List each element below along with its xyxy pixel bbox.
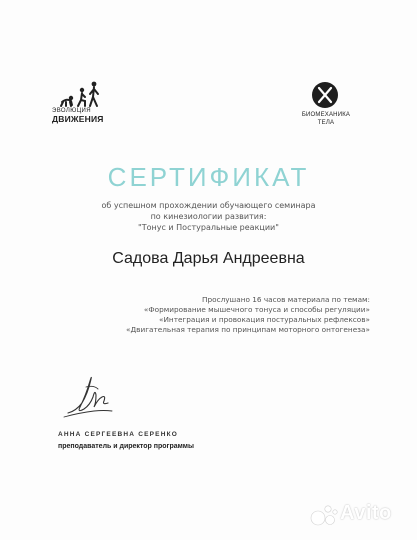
details-line-2: «Формирование мышечного тонуса и способы регуляции» xyxy=(143,305,370,314)
signer-role: преподаватель и директор программы xyxy=(58,443,194,450)
avito-watermark-text: Avito xyxy=(340,502,392,524)
details-line-4: «Двигательная терапия по принципам моторного онтогенеза» xyxy=(126,325,370,334)
x-circle-icon xyxy=(311,81,339,109)
details-line-1: Прослушано 16 часов материала по темам: xyxy=(201,295,370,304)
subtitle-line-1: об успешном прохождении обучающего семинара xyxy=(101,201,316,210)
signer-name: АННА СЕРГЕЕВНА СЕРЕНКО xyxy=(58,431,179,438)
recipient-name: Садова Дарья Андреевна xyxy=(112,250,305,267)
logo-right-line2: ТЕЛА xyxy=(317,120,335,126)
logo-right-text xyxy=(300,111,352,127)
certificate-title: СЕРТИФИКАТ xyxy=(107,162,310,192)
course-details xyxy=(126,295,370,335)
signature-icon xyxy=(58,373,118,423)
logo-right-line1: БИОМЕХАНИКА xyxy=(301,112,351,118)
logo-left-text xyxy=(52,108,104,124)
certificate-subtitle xyxy=(0,200,417,233)
subtitle-line-2: по кинезиологии развития: xyxy=(150,212,267,221)
logo-left-line2: ДВИЖЕНИЯ xyxy=(52,114,104,124)
logo-left-line1: ЭВОЛЮЦИЯ xyxy=(52,108,91,114)
details-line-3: «Интеграция и провокация постуральных рефлексов» xyxy=(159,315,370,324)
subtitle-line-3: "Тонус и Постуральные реакции" xyxy=(138,223,279,232)
